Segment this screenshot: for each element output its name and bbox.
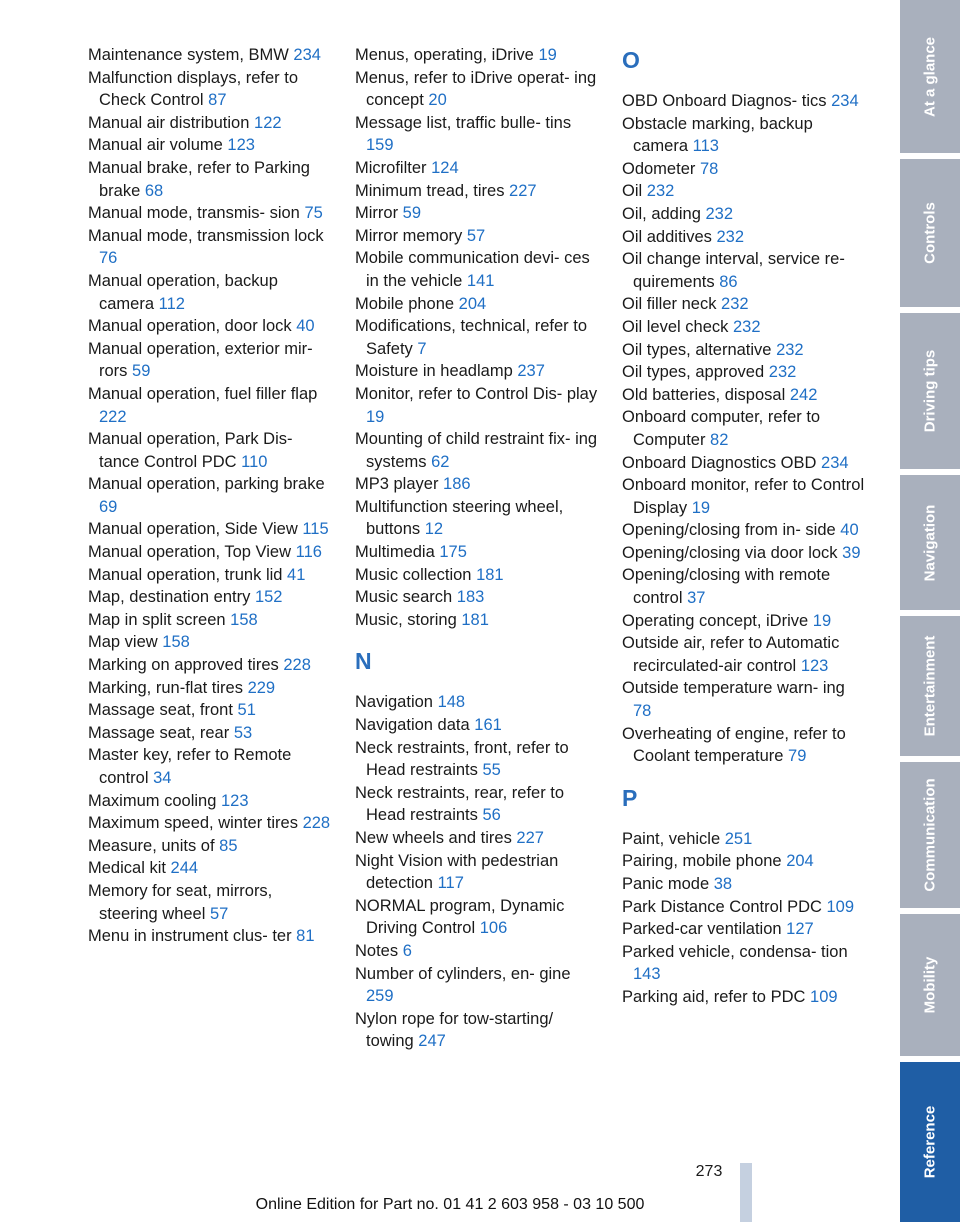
page-link[interactable]: 227 bbox=[516, 829, 544, 847]
entry-text: Maintenance system, BMW bbox=[88, 46, 289, 64]
page-link[interactable]: 19 bbox=[366, 407, 385, 426]
tab-communication[interactable]: Communication bbox=[900, 762, 960, 908]
index-entry bbox=[88, 112, 333, 135]
page-link[interactable]: 181 bbox=[461, 610, 489, 629]
index-entry bbox=[355, 202, 600, 225]
index-entry bbox=[88, 473, 333, 518]
entry-text: OBD Onboard Diagnos‐ tics bbox=[622, 92, 827, 110]
page-link[interactable]: 152 bbox=[254, 588, 283, 607]
page-link[interactable]: 232 bbox=[721, 295, 749, 314]
index-entry bbox=[355, 315, 600, 360]
index-entry bbox=[88, 225, 333, 270]
page-link[interactable]: 259 bbox=[366, 987, 394, 1006]
entry-text: Obstacle marking, backup camera bbox=[622, 114, 813, 156]
tab-at-a-glance[interactable]: At a glance bbox=[900, 0, 960, 153]
page-link[interactable]: 113 bbox=[692, 137, 719, 156]
page-link[interactable]: 57 bbox=[210, 904, 229, 923]
entry-text: Oil additives bbox=[622, 227, 712, 246]
index-entry bbox=[88, 880, 333, 925]
index-entry bbox=[355, 112, 600, 157]
entry-text: Menus, refer to iDrive operat‐ ing concept bbox=[355, 68, 597, 110]
page-link[interactable]: 244 bbox=[170, 859, 199, 878]
index-entry bbox=[622, 677, 867, 722]
page-link[interactable]: 78 bbox=[699, 159, 719, 178]
page-link[interactable]: 51 bbox=[237, 701, 256, 720]
index-entry bbox=[622, 226, 867, 249]
index-entry bbox=[622, 941, 867, 986]
entry-text: Park Distance Control PDC bbox=[622, 897, 822, 916]
entry-text: Parking aid, refer to PDC bbox=[622, 987, 806, 1006]
entry-text: Onboard Diagnostics OBD bbox=[622, 453, 817, 472]
index-entry bbox=[88, 835, 333, 858]
index-entry bbox=[622, 986, 867, 1009]
entry-text: Mirror memory bbox=[355, 226, 463, 245]
page-link[interactable]: 109 bbox=[810, 987, 838, 1006]
entry-text: Maximum cooling bbox=[88, 791, 217, 810]
index-entry bbox=[622, 90, 867, 113]
page-link[interactable]: 41 bbox=[287, 565, 306, 584]
page-link[interactable]: 232 bbox=[705, 204, 734, 223]
index-entry bbox=[355, 782, 600, 827]
page-link[interactable]: 57 bbox=[466, 226, 486, 245]
entry-text: Manual brake, refer to Parking brake bbox=[88, 158, 310, 200]
entry-text: Neck restraints, front, refer to Head restraints bbox=[355, 738, 569, 780]
page-link[interactable]: 81 bbox=[296, 927, 315, 946]
index-entry bbox=[88, 586, 333, 609]
index-entry bbox=[355, 383, 600, 428]
page-link[interactable]: 148 bbox=[437, 693, 466, 712]
section-letter-n: N bbox=[355, 648, 372, 675]
entry-text: Pairing, mobile phone bbox=[622, 852, 782, 871]
page-link[interactable]: 59 bbox=[402, 204, 422, 223]
index-entry bbox=[355, 737, 600, 782]
entry-text: Onboard monitor, refer to Control Display bbox=[622, 476, 865, 517]
entry-text: Massage seat, front bbox=[88, 701, 233, 720]
section-letter-p: P bbox=[622, 784, 638, 811]
index-entry bbox=[88, 338, 333, 383]
entry-text: Manual air volume bbox=[88, 136, 223, 155]
index-column-1 bbox=[88, 44, 333, 948]
index-entry bbox=[355, 691, 600, 714]
index-entry bbox=[622, 113, 867, 158]
entry-text: Manual operation, door lock bbox=[88, 317, 292, 336]
index-entry bbox=[88, 654, 333, 677]
page-link[interactable]: 227 bbox=[509, 181, 537, 200]
entry-text: Malfunction displays, refer to Check Control bbox=[88, 68, 299, 110]
entry-text: Oil types, approved bbox=[622, 363, 765, 382]
index-entry bbox=[88, 270, 333, 315]
page-link[interactable]: 39 bbox=[842, 543, 861, 562]
index-entry bbox=[355, 586, 600, 609]
entry-text: Multimedia bbox=[355, 543, 435, 562]
entry-text: Navigation bbox=[355, 693, 433, 712]
entry-text: Old batteries, disposal bbox=[622, 385, 786, 404]
page-link[interactable]: 181 bbox=[476, 565, 504, 584]
entry-text: Map view bbox=[88, 633, 158, 652]
entry-text: Moisture in headlamp bbox=[355, 362, 513, 381]
index-entry bbox=[355, 473, 600, 496]
index-entry bbox=[355, 67, 600, 112]
page-link[interactable]: 106 bbox=[479, 919, 508, 938]
index-entry bbox=[88, 744, 333, 789]
index-entry bbox=[88, 44, 333, 67]
index-entry bbox=[88, 564, 333, 587]
page-link[interactable]: 228 bbox=[283, 656, 311, 675]
page-link[interactable]: 234 bbox=[831, 92, 859, 110]
index-entry bbox=[622, 384, 867, 407]
entry-text: Modifications, technical, refer to Safety bbox=[355, 317, 588, 358]
index-entry bbox=[88, 134, 333, 157]
entry-text: Oil filler neck bbox=[622, 295, 717, 314]
page-link[interactable]: 38 bbox=[713, 875, 733, 893]
index-entry bbox=[355, 496, 600, 541]
page-link[interactable]: 123 bbox=[800, 656, 829, 675]
entry-text: MP3 player bbox=[355, 475, 439, 494]
entry-text: Notes bbox=[355, 941, 399, 960]
entry-text: Manual operation, backup camera bbox=[88, 271, 278, 313]
tab-driving-tips[interactable]: Driving tips bbox=[900, 313, 960, 469]
page-link[interactable]: 19 bbox=[691, 498, 711, 517]
entry-text: Opening/closing via door lock bbox=[622, 543, 838, 562]
entry-text: Paint, vehicle bbox=[622, 829, 721, 848]
index-entry bbox=[88, 699, 333, 722]
index-column-3 bbox=[622, 44, 867, 1009]
page-link[interactable]: 37 bbox=[687, 589, 706, 608]
index-entry bbox=[88, 541, 333, 564]
index-entry bbox=[622, 610, 867, 633]
index-entry bbox=[88, 631, 333, 654]
page-link[interactable]: 59 bbox=[132, 362, 151, 381]
page-link[interactable]: 204 bbox=[786, 852, 814, 871]
index-entry bbox=[355, 564, 600, 587]
page-link[interactable]: 123 bbox=[220, 791, 249, 810]
index-entry bbox=[622, 723, 867, 768]
index-entry bbox=[622, 203, 867, 226]
page-link[interactable]: 19 bbox=[538, 46, 557, 64]
index-entry bbox=[355, 940, 600, 963]
entry-text: Parked vehicle, condensa‐ tion bbox=[622, 942, 848, 961]
index-entry bbox=[88, 518, 333, 541]
page-link[interactable]: 109 bbox=[826, 897, 855, 916]
index-entry bbox=[88, 67, 333, 112]
index-entry bbox=[622, 158, 867, 181]
page-link[interactable]: 232 bbox=[716, 227, 744, 246]
entry-text: Navigation data bbox=[355, 716, 470, 735]
index-entry bbox=[88, 383, 333, 428]
index-entry bbox=[622, 180, 867, 203]
entry-text: Odometer bbox=[622, 159, 696, 178]
chapter-sidebar bbox=[900, 0, 960, 1222]
index-entry bbox=[88, 202, 333, 225]
page-link[interactable]: 183 bbox=[456, 588, 485, 607]
tab-entertainment[interactable]: Entertainment bbox=[900, 616, 960, 756]
entry-text: Mounting of child restraint fix‐ ing systems bbox=[355, 430, 598, 471]
footer-edition-text: Online Edition for Part no. 01 41 2 603 958 - 03 10 500 bbox=[255, 1196, 645, 1213]
page-number: 273 bbox=[695, 1163, 723, 1180]
page-link[interactable]: 40 bbox=[296, 317, 315, 336]
index-entry bbox=[355, 428, 600, 473]
page-link[interactable]: 19 bbox=[812, 611, 832, 630]
entry-text: Marking on approved tires bbox=[88, 656, 279, 675]
page-link[interactable]: 232 bbox=[732, 317, 761, 336]
page-link[interactable]: 159 bbox=[366, 136, 394, 155]
page-link[interactable]: 110 bbox=[241, 452, 268, 471]
entry-text: Master key, refer to Remote control bbox=[88, 746, 292, 787]
index-entry bbox=[355, 827, 600, 850]
page-link[interactable]: 122 bbox=[254, 113, 282, 132]
tab-reference[interactable]: Reference bbox=[900, 1062, 960, 1222]
index-entry bbox=[88, 857, 333, 880]
page-link[interactable]: 116 bbox=[295, 543, 322, 562]
page-link[interactable]: 68 bbox=[144, 181, 164, 200]
index-entry bbox=[355, 293, 600, 316]
tab-mobility[interactable]: Mobility bbox=[900, 914, 960, 1056]
index-entry bbox=[355, 44, 600, 67]
entry-text: New wheels and tires bbox=[355, 829, 512, 847]
entry-text: Multifunction steering wheel, buttons bbox=[355, 497, 564, 539]
page-link[interactable]: 232 bbox=[776, 340, 804, 359]
index-entry bbox=[88, 722, 333, 745]
page-link[interactable]: 161 bbox=[474, 716, 502, 735]
section-letter-o: O bbox=[622, 47, 640, 73]
entry-text: Panic mode bbox=[622, 875, 710, 893]
page-link[interactable]: 234 bbox=[821, 453, 849, 472]
index-entry bbox=[88, 315, 333, 338]
entry-text: Mobile communication devi‐ ces in the vehicle bbox=[355, 249, 590, 290]
page-link[interactable]: 186 bbox=[443, 475, 471, 494]
entry-text: Manual mode, transmission lock bbox=[88, 226, 324, 245]
page-link[interactable]: 229 bbox=[247, 678, 276, 697]
index-entry bbox=[88, 925, 333, 948]
page-link[interactable]: 204 bbox=[458, 294, 487, 313]
entry-text: Manual operation, trunk lid bbox=[88, 565, 283, 584]
entry-text: Music collection bbox=[355, 565, 472, 584]
index-entry bbox=[355, 963, 600, 1008]
index-entry bbox=[355, 157, 600, 180]
page-link[interactable]: 78 bbox=[633, 702, 652, 721]
page-link[interactable]: 143 bbox=[633, 965, 661, 984]
entry-text: Oil, adding bbox=[622, 204, 701, 223]
page-link[interactable]: 75 bbox=[304, 204, 323, 223]
index-entry bbox=[355, 360, 600, 383]
index-entry bbox=[88, 609, 333, 632]
entry-text: Operating concept, iDrive bbox=[622, 611, 809, 630]
index-entry bbox=[622, 248, 867, 293]
entry-text: Maximum speed, winter tires bbox=[88, 814, 298, 833]
index-entry bbox=[622, 542, 867, 565]
index-entry bbox=[622, 361, 867, 384]
entry-text: Manual operation, Park Dis‐ tance Control PDC bbox=[88, 430, 293, 471]
entry-text: Oil level check bbox=[622, 317, 729, 336]
page-link[interactable]: 141 bbox=[466, 271, 495, 290]
entry-text: Mobile phone bbox=[355, 294, 455, 313]
index-entry bbox=[622, 873, 867, 896]
page-link[interactable]: 69 bbox=[99, 497, 118, 516]
index-entry bbox=[355, 247, 600, 292]
page-link[interactable]: 56 bbox=[482, 806, 501, 825]
entry-text: Overheating of engine, refer to Coolant temperature bbox=[622, 724, 846, 766]
index-entry bbox=[355, 541, 600, 564]
page-link[interactable]: 228 bbox=[302, 814, 331, 833]
entry-text: Massage seat, rear bbox=[88, 723, 230, 742]
tab-controls[interactable]: Controls bbox=[900, 159, 960, 307]
page-link[interactable]: 232 bbox=[768, 363, 797, 382]
index-entry bbox=[88, 157, 333, 202]
page-link[interactable]: 123 bbox=[227, 136, 255, 155]
index-entry bbox=[622, 632, 867, 677]
entry-text: Oil bbox=[622, 182, 643, 201]
page-link[interactable]: 222 bbox=[99, 407, 127, 426]
entry-text: Message list, traffic bulle‐ tins bbox=[355, 113, 572, 132]
entry-text: Oil types, alternative bbox=[622, 340, 772, 359]
page-link[interactable]: 20 bbox=[428, 91, 447, 110]
page-link[interactable]: 6 bbox=[402, 941, 412, 960]
entry-text: Parked-car ventilation bbox=[622, 920, 782, 939]
entry-text: Measure, units of bbox=[88, 836, 215, 855]
index-entry bbox=[88, 790, 333, 813]
entry-text: Menu in instrument clus‐ ter bbox=[88, 927, 292, 946]
entry-text: Microfilter bbox=[355, 158, 427, 177]
index-entry bbox=[622, 474, 867, 519]
page-link[interactable]: 251 bbox=[724, 829, 753, 848]
entry-text: Monitor, refer to Control Dis‐ play bbox=[355, 384, 598, 403]
index-entry bbox=[355, 850, 600, 895]
entry-text: Music, storing bbox=[355, 610, 457, 629]
entry-text: Oil change interval, service re‐ quirements bbox=[622, 250, 845, 291]
page-link[interactable]: 112 bbox=[158, 294, 185, 313]
page-link[interactable]: 7 bbox=[417, 339, 427, 358]
index-entry bbox=[88, 812, 333, 835]
entry-text: Manual operation, parking brake bbox=[88, 475, 325, 494]
page-link[interactable]: 242 bbox=[789, 385, 818, 404]
page-link[interactable]: 34 bbox=[153, 769, 172, 787]
entry-text: Neck restraints, rear, refer to Head restraints bbox=[355, 783, 565, 825]
entry-text: Outside air, refer to Automatic recirculated-air control bbox=[622, 634, 840, 675]
index-entry bbox=[622, 564, 867, 609]
index-entry bbox=[355, 895, 600, 940]
entry-text: Medical kit bbox=[88, 859, 166, 878]
page-link[interactable]: 87 bbox=[208, 91, 227, 110]
page-link[interactable]: 62 bbox=[431, 452, 450, 471]
entry-text: Nylon rope for tow-starting/ towing bbox=[355, 1009, 554, 1051]
index-entry bbox=[622, 293, 867, 316]
page-link[interactable]: 79 bbox=[788, 747, 807, 766]
page-link[interactable]: 247 bbox=[418, 1032, 446, 1051]
index-entry bbox=[355, 714, 600, 737]
entry-text: Manual operation, Side View bbox=[88, 520, 298, 539]
index-entry bbox=[355, 180, 600, 203]
index-entry bbox=[622, 339, 867, 362]
entry-text: Music search bbox=[355, 588, 453, 607]
entry-text: Marking, run-flat tires bbox=[88, 678, 243, 697]
entry-text: Manual air distribution bbox=[88, 113, 250, 132]
index-entry bbox=[622, 452, 867, 475]
entry-text: Manual operation, fuel filler flap bbox=[88, 384, 318, 403]
entry-text: NORMAL program, Dynamic Driving Control bbox=[355, 896, 565, 938]
entry-text: Number of cylinders, en‐ gine bbox=[355, 964, 571, 983]
entry-text: Menus, operating, iDrive bbox=[355, 46, 534, 64]
entry-text: Night Vision with pedestrian detection bbox=[355, 851, 559, 893]
page-link[interactable]: 158 bbox=[230, 610, 258, 629]
page-link[interactable]: 232 bbox=[646, 182, 675, 201]
index-entry bbox=[622, 828, 867, 851]
entry-text: Opening/closing with remote control bbox=[622, 566, 831, 608]
index-entry bbox=[355, 1008, 600, 1053]
entry-text: Onboard computer, refer to Computer bbox=[622, 408, 821, 449]
page-link[interactable]: 76 bbox=[99, 249, 118, 268]
index-entry bbox=[622, 519, 867, 542]
index-entry bbox=[622, 896, 867, 919]
entry-text: Memory for seat, mirrors, steering wheel bbox=[88, 881, 273, 923]
page-link[interactable]: 175 bbox=[439, 543, 467, 562]
index-entry bbox=[355, 609, 600, 632]
page-link[interactable]: 158 bbox=[162, 633, 190, 652]
entry-text: Manual operation, exterior mir‐ rors bbox=[88, 339, 313, 381]
entry-text: Outside temperature warn‐ ing bbox=[622, 679, 845, 698]
page-link[interactable]: 55 bbox=[482, 761, 501, 780]
page-link[interactable]: 12 bbox=[424, 520, 444, 539]
index-entry bbox=[622, 316, 867, 339]
index-entry bbox=[622, 918, 867, 941]
index-entry bbox=[622, 850, 867, 873]
entry-text: Manual mode, transmis‐ sion bbox=[88, 204, 300, 223]
index-entry bbox=[355, 225, 600, 248]
page-link[interactable]: 86 bbox=[719, 272, 738, 291]
page-link[interactable]: 40 bbox=[840, 521, 859, 540]
index-entry bbox=[88, 428, 333, 473]
page-link[interactable]: 85 bbox=[219, 836, 238, 855]
index-entry bbox=[88, 677, 333, 700]
entry-text: Minimum tread, tires bbox=[355, 181, 505, 200]
entry-text: Map, destination entry bbox=[88, 588, 251, 607]
page-link[interactable]: 53 bbox=[233, 723, 253, 742]
page-link[interactable]: 82 bbox=[710, 430, 729, 449]
page-link[interactable]: 237 bbox=[517, 362, 545, 381]
entry-text: Mirror bbox=[355, 204, 399, 223]
page-link[interactable]: 127 bbox=[786, 920, 814, 939]
page-link[interactable]: 124 bbox=[431, 158, 459, 177]
page-link[interactable]: 115 bbox=[302, 520, 329, 539]
index-column-2 bbox=[355, 44, 600, 1053]
index-entry bbox=[622, 406, 867, 451]
tab-navigation[interactable]: Navigation bbox=[900, 475, 960, 610]
page-link[interactable]: 234 bbox=[293, 46, 321, 64]
entry-text: Manual operation, Top View bbox=[88, 543, 292, 562]
entry-text: Map in split screen bbox=[88, 610, 226, 629]
page-link[interactable]: 117 bbox=[437, 874, 464, 893]
entry-text: Opening/closing from in‐ side bbox=[622, 521, 836, 540]
